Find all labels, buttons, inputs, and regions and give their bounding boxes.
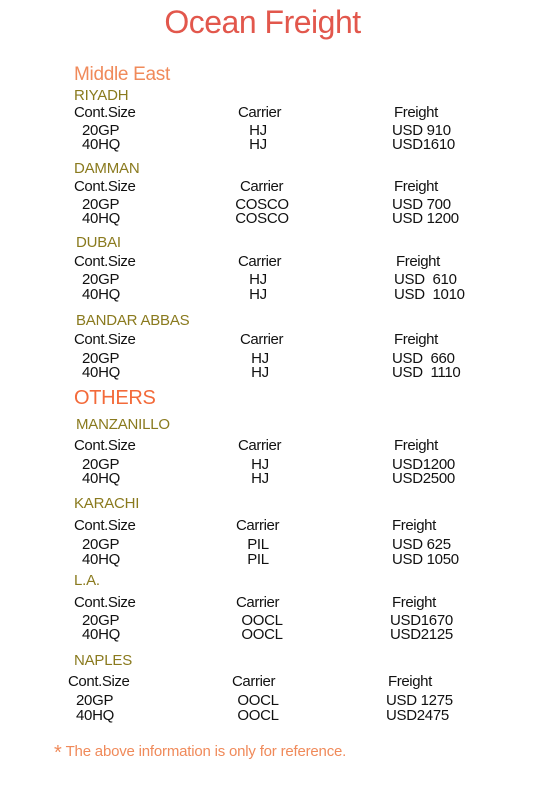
col-header-carrier: Carrier <box>240 178 284 195</box>
row-carrier: HJ <box>251 350 269 367</box>
row-freight: USD1200 <box>392 456 455 473</box>
row-carrier: HJ <box>249 136 267 153</box>
row-size: 40HQ <box>82 364 120 381</box>
row-size: 20GP <box>82 456 120 473</box>
row-size: 40HQ <box>76 707 114 724</box>
col-header-freight: Freight <box>394 437 438 454</box>
col-header-carrier: Carrier <box>238 437 282 454</box>
col-header-carrier: Carrier <box>236 594 280 611</box>
col-header-size: Cont.Size <box>74 437 136 454</box>
row-size: 40HQ <box>82 286 120 303</box>
row-size: 40HQ <box>82 210 120 227</box>
row-freight: USD 1110 <box>392 364 461 381</box>
row-carrier: PIL <box>247 536 269 553</box>
row-size: 20GP <box>82 122 120 139</box>
row-size: 40HQ <box>82 551 120 568</box>
row-size: 20GP <box>82 612 120 629</box>
row-freight: USD1610 <box>392 136 455 153</box>
city-bandar-abbas: BANDAR ABBAS <box>76 312 190 329</box>
row-freight: USD2475 <box>386 707 449 724</box>
city-la: L.A. <box>74 572 100 589</box>
col-header-size: Cont.Size <box>74 104 136 121</box>
row-carrier: OOCL <box>237 707 279 724</box>
row-freight: USD2500 <box>392 470 455 487</box>
row-size: 40HQ <box>82 136 120 153</box>
col-header-freight: Freight <box>394 178 438 195</box>
col-header-size: Cont.Size <box>74 178 136 195</box>
row-carrier: HJ <box>251 456 269 473</box>
row-size: 20GP <box>76 692 114 709</box>
row-freight: USD 660 <box>392 350 455 367</box>
city-manzanillo: MANZANILLO <box>76 416 170 433</box>
row-freight: USD1670 <box>390 612 453 629</box>
footnote-text: The above information is only for reference. <box>65 743 347 760</box>
city-karachi: KARACHI <box>74 495 140 512</box>
col-header-freight: Freight <box>394 331 438 348</box>
col-header-freight: Freight <box>392 517 436 534</box>
row-freight: USD 1010 <box>394 286 465 303</box>
row-carrier: OOCL <box>241 626 283 643</box>
col-header-size: Cont.Size <box>74 594 136 611</box>
row-freight: USD 625 <box>392 536 451 553</box>
col-header-size: Cont.Size <box>74 331 136 348</box>
row-carrier: OOCL <box>241 612 283 629</box>
row-carrier: HJ <box>251 364 269 381</box>
row-size: 20GP <box>82 196 120 213</box>
row-freight: USD 700 <box>392 196 451 213</box>
row-size: 20GP <box>82 350 120 367</box>
row-freight: USD 1275 <box>386 692 453 709</box>
row-size: 20GP <box>82 536 120 553</box>
col-header-size: Cont.Size <box>74 253 136 270</box>
row-freight: USD 910 <box>392 122 451 139</box>
asterisk-mark: * <box>54 742 62 764</box>
row-freight: USD2125 <box>390 626 453 643</box>
row-freight: USD 610 <box>394 271 457 288</box>
row-size: 40HQ <box>82 626 120 643</box>
col-header-freight: Freight <box>392 594 436 611</box>
col-header-freight: Freight <box>388 673 432 690</box>
col-header-freight: Freight <box>394 104 438 121</box>
row-carrier: HJ <box>251 470 269 487</box>
page-title: Ocean Freight <box>164 4 361 40</box>
row-carrier: HJ <box>249 271 267 288</box>
row-size: 20GP <box>82 271 120 288</box>
col-header-size: Cont.Size <box>68 673 130 690</box>
row-carrier: HJ <box>249 122 267 139</box>
col-header-size: Cont.Size <box>74 517 136 534</box>
region-middle-east: Middle East <box>74 64 170 85</box>
city-naples: NAPLES <box>74 652 132 669</box>
col-header-carrier: Carrier <box>238 253 282 270</box>
col-header-carrier: Carrier <box>240 331 284 348</box>
col-header-carrier: Carrier <box>232 673 276 690</box>
row-carrier: PIL <box>247 551 269 568</box>
row-carrier: HJ <box>249 286 267 303</box>
col-header-carrier: Carrier <box>236 517 280 534</box>
row-size: 40HQ <box>82 470 120 487</box>
row-freight: USD 1200 <box>392 210 459 227</box>
col-header-freight: Freight <box>396 253 440 270</box>
row-freight: USD 1050 <box>392 551 459 568</box>
city-riyadh: RIYADH <box>74 87 129 104</box>
row-carrier: OOCL <box>237 692 279 709</box>
city-damman: DAMMAN <box>74 160 140 177</box>
footnote <box>54 742 346 765</box>
row-carrier: COSCO <box>235 196 289 213</box>
row-carrier: COSCO <box>235 210 289 227</box>
city-dubai: DUBAI <box>76 234 121 251</box>
col-header-carrier: Carrier <box>238 104 282 121</box>
region-others: OTHERS <box>74 387 156 409</box>
